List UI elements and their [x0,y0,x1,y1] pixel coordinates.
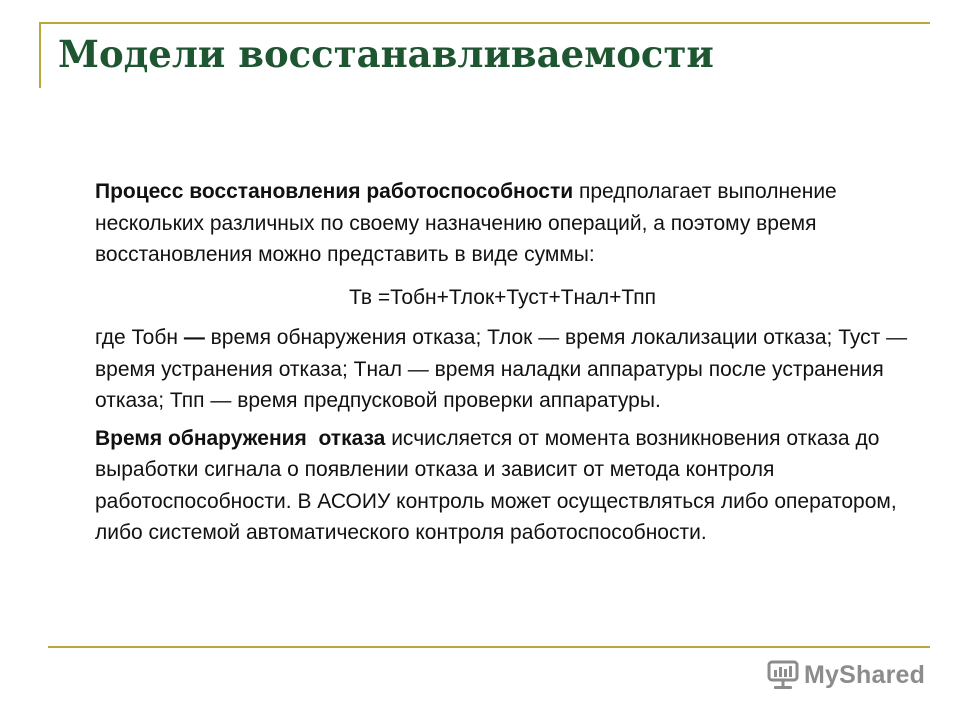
definition-dash: — [183,326,205,349]
projector-board-icon [766,658,800,692]
definition-text: время обнаружения отказа; Тлок — время локализации отказа; Туст — время устранения отказа; Тнал — время наладки аппаратуры после устранения отказа; Тпп — время предпусковой проверки аппаратуры. [95,326,908,412]
term-detection-time: Время обнаружения отказа [95,426,386,450]
formula: Тв =Тобн+Тлок+Туст+Тнал+Тпп [349,285,656,309]
top-border-line [39,22,930,24]
left-border-line [39,22,41,88]
paragraph-restoration-process [95,176,910,271]
watermark-logo [766,657,925,693]
definition-lead: где Тобн [95,326,184,349]
term-restoration-process: Процесс восстановления работоспособности [95,180,574,203]
paragraph-detection-time [95,423,910,549]
bottom-border-line [48,646,930,648]
paragraph-text: предполагает выполнение нескольких различных по своему назначению операций, а поэтому время восстановления можно представить в виде суммы: [95,180,837,266]
paragraph-text: исчисляется от момента возникновения отказа до выработки сигнала о появлении отказа и зависит от метода контроля работоспособности. В АСОИУ контроль может осуществляться либо оператором, либо системой автоматического контроля работоспособности. [95,426,897,544]
slide-body [95,176,910,549]
watermark-text: MyShared [804,660,926,689]
paragraph-definitions [95,322,910,417]
slide-title: Модели восстанавливаемости [58,32,714,76]
